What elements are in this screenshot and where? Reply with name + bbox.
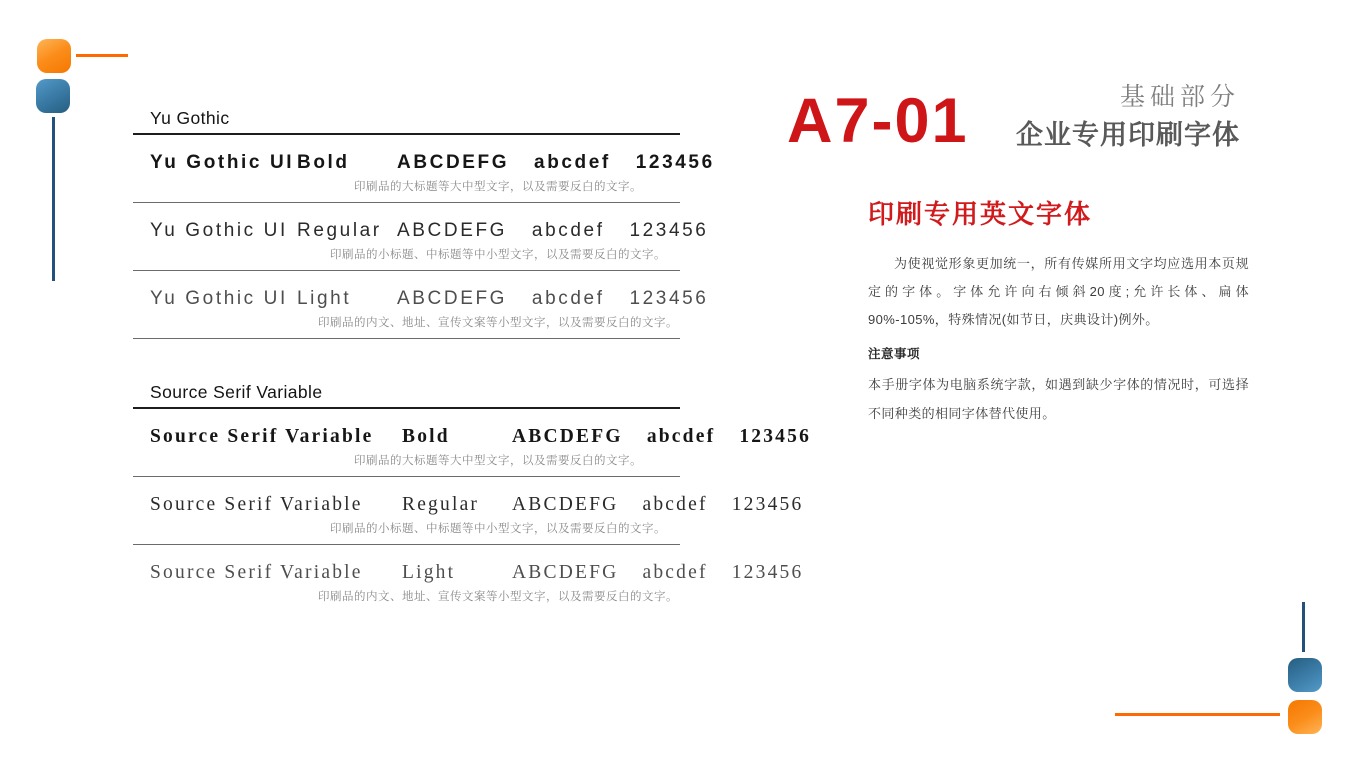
specimen-caption: 印刷品的小标题、中标题等中小型文字，以及需要反白的文字。 xyxy=(330,523,666,535)
row-divider xyxy=(133,202,680,203)
row-divider xyxy=(133,544,680,545)
specimen-row xyxy=(133,493,804,516)
specimen-sample-text: ABCDEFG abcdef 123456 xyxy=(397,220,709,241)
page-header-right xyxy=(1016,84,1240,150)
topleft-orange-square xyxy=(37,39,71,73)
specimen-font-name: Yu Gothic UI xyxy=(150,220,288,241)
section-category: 基础部分 xyxy=(1119,83,1240,111)
page-code: A7-01 xyxy=(787,86,969,156)
specimen-row xyxy=(133,151,793,174)
specimen-font-weight: Regular xyxy=(402,494,480,515)
specimen-font-weight: Bold xyxy=(402,426,450,447)
specimen-row xyxy=(133,219,793,242)
row-divider xyxy=(133,338,680,339)
font-family-title: Yu Gothic xyxy=(150,108,230,128)
topleft-orange-line xyxy=(76,54,128,57)
specimen-sample-text: ABCDEFG abcdef 123456 xyxy=(397,152,715,173)
specimen-caption: 印刷品的内文、地址、宣传文案等小型文字，以及需要反白的文字。 xyxy=(318,591,678,603)
font-family-title: Source Serif Variable xyxy=(150,382,323,402)
specimen-row xyxy=(133,425,812,448)
specimen-font-name: Yu Gothic UI xyxy=(150,152,295,173)
section-title: 企业专用印刷字体 xyxy=(1016,120,1240,150)
topleft-blue-square xyxy=(36,79,70,113)
specimen-sample-text: ABCDEFG abcdef 123456 xyxy=(512,426,812,447)
row-divider xyxy=(133,476,680,477)
topleft-blue-vline xyxy=(52,117,55,281)
bottomright-orange-line xyxy=(1115,713,1280,716)
specimen-font-weight: Light xyxy=(402,562,456,583)
font-section-source-serif xyxy=(133,380,812,605)
bottomright-orange-square xyxy=(1288,700,1322,734)
specimen-sample-text: ABCDEFG abcdef 123456 xyxy=(397,288,709,309)
specimen-font-name: Yu Gothic UI xyxy=(150,288,288,309)
specimen-sample-text: ABCDEFG abcdef 123456 xyxy=(512,562,804,583)
specimen-font-name: Source Serif Variable xyxy=(150,426,374,447)
specimen-caption: 印刷品的大标题等大中型文字，以及需要反白的文字。 xyxy=(354,455,642,467)
notes-title: 注意事项 xyxy=(868,347,921,361)
intro-paragraph: 为使视觉形象更加统一，所有传媒所用文字均应选用本页规定的字体。字体允许向右倾斜20度;允许长体、扁体 90%-105%，特殊情况(如节日，庆典设计)例外。 xyxy=(868,256,1249,327)
specimen-row xyxy=(133,561,804,584)
specimen-font-name: Source Serif Variable xyxy=(150,494,363,515)
font-section-yu-gothic xyxy=(133,106,793,339)
specimen-caption: 印刷品的内文、地址、宣传文案等小型文字，以及需要反白的文字。 xyxy=(318,317,678,329)
specimen-font-weight: Regular xyxy=(297,220,382,241)
specimen-caption: 印刷品的小标题、中标题等中小型文字，以及需要反白的文字。 xyxy=(330,249,666,261)
specimen-caption: 印刷品的大标题等大中型文字，以及需要反白的文字。 xyxy=(354,181,642,193)
specimen-font-name: Source Serif Variable xyxy=(150,562,363,583)
notes-body: 本手册字体为电脑系统字款，如遇到缺少字体的情况时，可选择不同种类的相同字体替代使用。 xyxy=(868,377,1249,421)
section-heading-rule xyxy=(133,407,680,409)
specimen-font-weight: Light xyxy=(297,288,352,309)
specimen-font-weight: Bold xyxy=(297,152,350,173)
page-header xyxy=(787,83,1240,156)
specimen-row xyxy=(133,287,793,310)
specimen-sample-text: ABCDEFG abcdef 123456 xyxy=(512,494,804,515)
bottomright-blue-vline xyxy=(1302,602,1305,652)
bottomright-blue-square xyxy=(1288,658,1322,692)
row-divider xyxy=(133,270,680,271)
red-heading: 印刷专用英文字体 xyxy=(868,199,1093,229)
section-heading-rule xyxy=(133,133,680,135)
